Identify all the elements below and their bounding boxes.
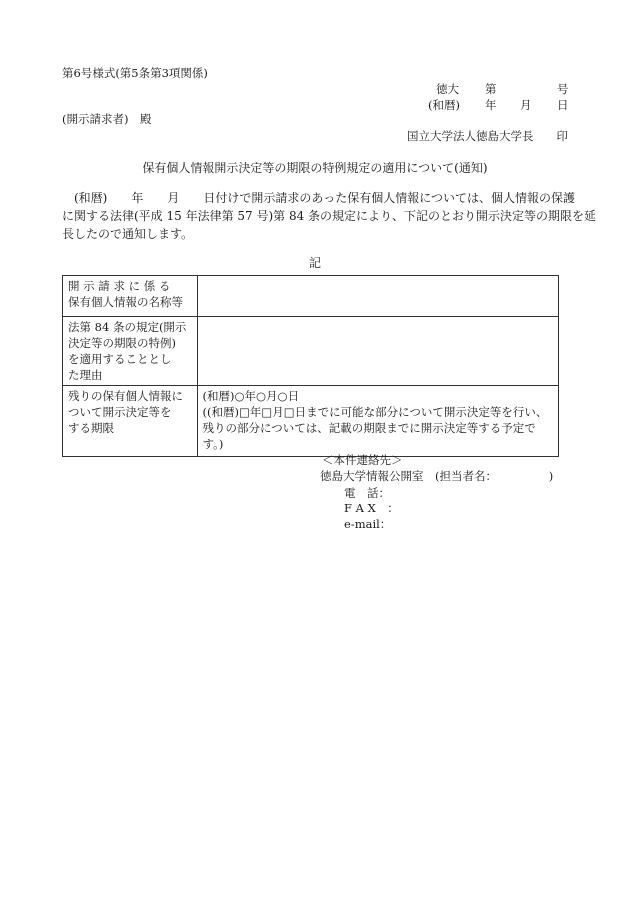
row3-label-line: 残りの保有個人情報に bbox=[68, 389, 183, 403]
row2-label-line: 決定等の期限の特例) bbox=[68, 336, 176, 350]
row1-label-line: 開 示 請 求 に 係 る bbox=[68, 279, 171, 293]
contact-tel: 電 話： bbox=[344, 486, 390, 500]
addressee: (開示請求者) 殿 bbox=[62, 112, 152, 126]
row3-value-line: ((和暦)□年□月□日までに可能な部分について開示決定等を行い、 bbox=[202, 405, 548, 419]
body-paragraph bbox=[62, 189, 597, 243]
contact-heading: ＜本件連絡先＞ bbox=[322, 453, 403, 467]
row2-label-line: 法第 84 条の規定(開示 bbox=[68, 320, 187, 334]
form-number: 第6号様式(第5条第3項関係) bbox=[62, 66, 208, 80]
body-line: 長したので通知します。 bbox=[62, 227, 194, 241]
row1-label-line: 保有個人情報の名称等 bbox=[68, 295, 183, 309]
contact-office: 徳島大学情報公開室 (担当者名： ) bbox=[320, 469, 554, 483]
row3-value-line: す。) bbox=[202, 437, 224, 451]
row1-value-cell[interactable] bbox=[197, 276, 558, 317]
detail-table bbox=[62, 275, 559, 457]
date-month: 月 bbox=[520, 98, 532, 112]
body-line: に関する法律(平成 15 年法律第 57 号)第 84 条の規定により、下記のとおり開示決定等の期限を延 bbox=[62, 209, 597, 223]
row2-label-cell bbox=[63, 317, 198, 386]
ref-dai: 第 bbox=[485, 82, 497, 96]
body-line: (和暦) 年 月 日付けで開示請求のあった保有個人情報については、個人情報の保護 bbox=[62, 191, 576, 205]
row3-label-line: ついて開示決定等を bbox=[68, 405, 172, 419]
contact-fax: F A X ： bbox=[344, 501, 399, 515]
table-row bbox=[63, 276, 559, 317]
ref-org: 徳大 bbox=[436, 82, 459, 96]
document-title: 保有個人情報開示決定等の期限の特例規定の適用について(通知) bbox=[142, 161, 488, 175]
sender: 国立大学法人徳島大学長 印 bbox=[407, 129, 568, 143]
date-day: 日 bbox=[557, 98, 569, 112]
row3-label-line: する期限 bbox=[68, 421, 114, 435]
row3-value-line: 残りの部分については、記載の期限までに開示決定等する予定で bbox=[202, 421, 536, 435]
row3-value-line: (和暦)○年○月○日 bbox=[202, 389, 300, 403]
row1-label-cell bbox=[63, 276, 198, 317]
row2-label-line: た理由 bbox=[68, 368, 103, 382]
row2-value-cell[interactable] bbox=[197, 317, 558, 386]
ref-gou: 号 bbox=[557, 82, 569, 96]
row3-label-cell bbox=[63, 386, 198, 457]
contact-email: e-mail： bbox=[344, 517, 392, 531]
table-row bbox=[63, 317, 559, 386]
date-year: 年 bbox=[485, 98, 497, 112]
ki-heading: 記 bbox=[308, 256, 321, 270]
row2-label-line: を適用することとし bbox=[68, 352, 172, 366]
row3-value-cell[interactable] bbox=[197, 386, 558, 457]
table-row bbox=[63, 386, 559, 457]
date-era: (和暦) bbox=[428, 98, 460, 112]
